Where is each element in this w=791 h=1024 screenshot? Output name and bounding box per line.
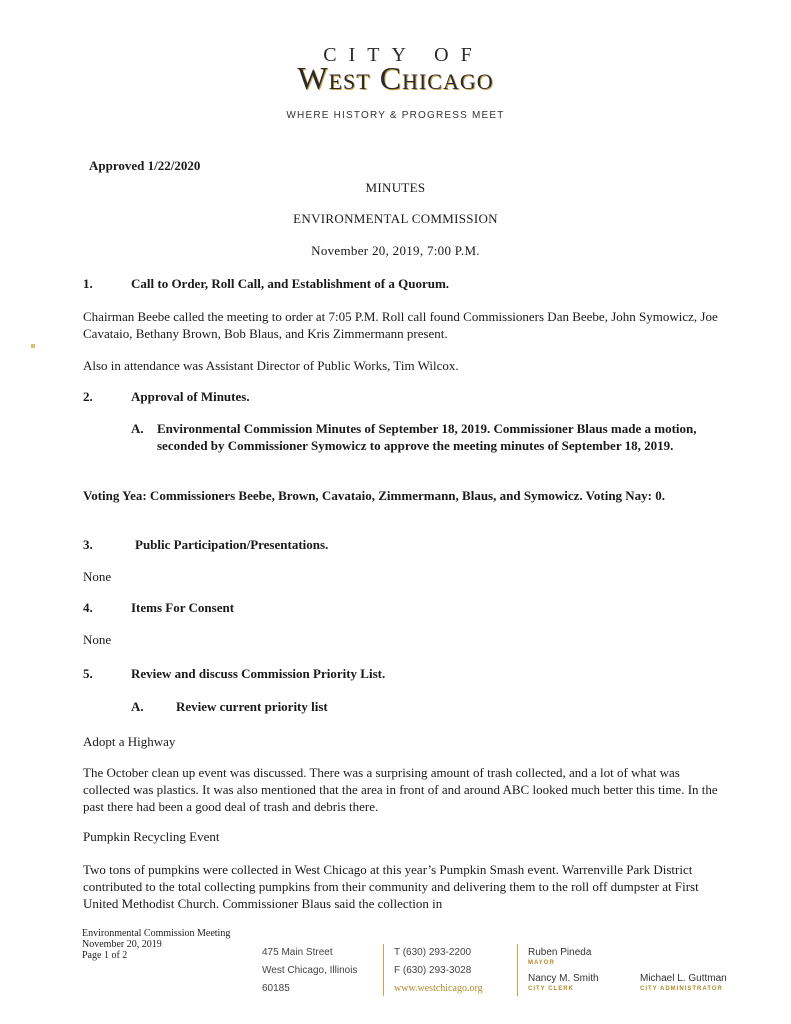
section-number: 1. <box>83 276 93 291</box>
footer-doc-title: Environmental Commission Meeting <box>82 928 231 939</box>
mayor-name: Ruben Pineda <box>528 947 592 958</box>
footer-mayor <box>528 948 591 968</box>
footer-doc-info <box>82 928 230 961</box>
phone-number: T (630) 293-2200 <box>394 947 472 958</box>
document-title: MINUTES <box>365 180 426 195</box>
footer-clerk <box>528 974 599 994</box>
clerk-name: Nancy M. Smith <box>528 973 599 984</box>
section-heading: Review and discuss Commission Priority List. <box>131 666 386 681</box>
subsection-text: Environmental Commission Minutes of September 18, 2019. Commissioner Blaus made a motion, seconded by Commissioner Symowicz to approve the meeting minutes of September 18, 2019. <box>157 421 697 453</box>
subsection-item <box>131 420 701 454</box>
footer-divider <box>383 944 384 996</box>
section-paragraph: None <box>83 632 112 647</box>
commission-name: ENVIRONMENTAL COMMISSION <box>293 211 498 226</box>
footer-doc-date: November 20, 2019 <box>82 939 162 950</box>
footer-administrator <box>640 974 727 994</box>
section-heading: Items For Consent <box>131 600 235 615</box>
approved-date: Approved 1/22/2020 <box>89 158 201 173</box>
vote-record: Voting Yea: Commissioners Beebe, Brown, Cavataio, Zimmermann, Blaus, and Symowicz. Voting Nay: 0. <box>83 488 666 503</box>
section-number: 5. <box>83 666 93 681</box>
footer-page-number: Page 1 of 2 <box>82 950 128 961</box>
item-title: Pumpkin Recycling Event <box>83 829 220 844</box>
administrator-name: Michael L. Guttman <box>640 973 727 984</box>
footer-divider <box>517 944 518 996</box>
clerk-role: CITY CLERK <box>528 986 574 992</box>
section-paragraph: None <box>83 569 112 584</box>
website-link[interactable]: www.westchicago.org <box>394 983 483 994</box>
address-street: 475 Main Street <box>262 947 333 958</box>
section-heading: Call to Order, Roll Call, and Establishment of a Quorum. <box>131 276 450 291</box>
item-paragraph: The October clean up event was discussed. There was a surprising amount of trash collected, and a lot of what was collected was plastics. It was also mentioned that the area in front of and around ABC looked much better this time. In the past there had been a good deal of trash and debris there. <box>83 765 718 814</box>
section-number: 2. <box>83 389 93 404</box>
logo-west-chicago: West Chicago <box>297 60 494 96</box>
meeting-date: November 20, 2019, 7:00 P.M. <box>311 243 480 258</box>
section-number: 4. <box>83 600 93 615</box>
section-paragraph: Chairman Beebe called the meeting to order at 7:05 P.M. Roll call found Commissioners Dan Beebe, John Symowicz, Joe Cavataio, Bethany Brown, Bob Blaus, and Kris Zimmermann present. <box>83 309 718 341</box>
margin-mark <box>31 344 35 348</box>
mayor-role: MAYOR <box>528 960 555 966</box>
address-city: West Chicago, Illinois <box>262 965 358 976</box>
subsection-label: A. <box>131 421 144 436</box>
subsection-heading: Review current priority list <box>176 699 328 714</box>
item-title: Adopt a Highway <box>83 734 176 749</box>
section-paragraph: Also in attendance was Assistant Director of Public Works, Tim Wilcox. <box>83 358 459 373</box>
administrator-role: CITY ADMINISTRATOR <box>640 986 723 992</box>
footer-contact <box>394 944 483 998</box>
section-number: 3. <box>83 537 93 552</box>
logo-city-of: CITY OF <box>323 44 484 66</box>
subsection-label: A. <box>131 699 144 714</box>
logo-tagline: WHERE HISTORY & PROGRESS MEET <box>286 110 505 121</box>
footer-address <box>262 944 357 998</box>
fax-number: F (630) 293-3028 <box>394 965 472 976</box>
address-zip: 60185 <box>262 983 290 994</box>
section-heading: Public Participation/Presentations. <box>135 537 329 552</box>
section-heading: Approval of Minutes. <box>131 389 250 404</box>
item-paragraph: Two tons of pumpkins were collected in West Chicago at this year’s Pumpkin Smash event. Warrenville Park District contributed to the total collecting pumpkins from their community and delivering them to the roll off dumpster at First United Methodist Church. Commissioner Blaus said the collection in <box>83 862 699 911</box>
